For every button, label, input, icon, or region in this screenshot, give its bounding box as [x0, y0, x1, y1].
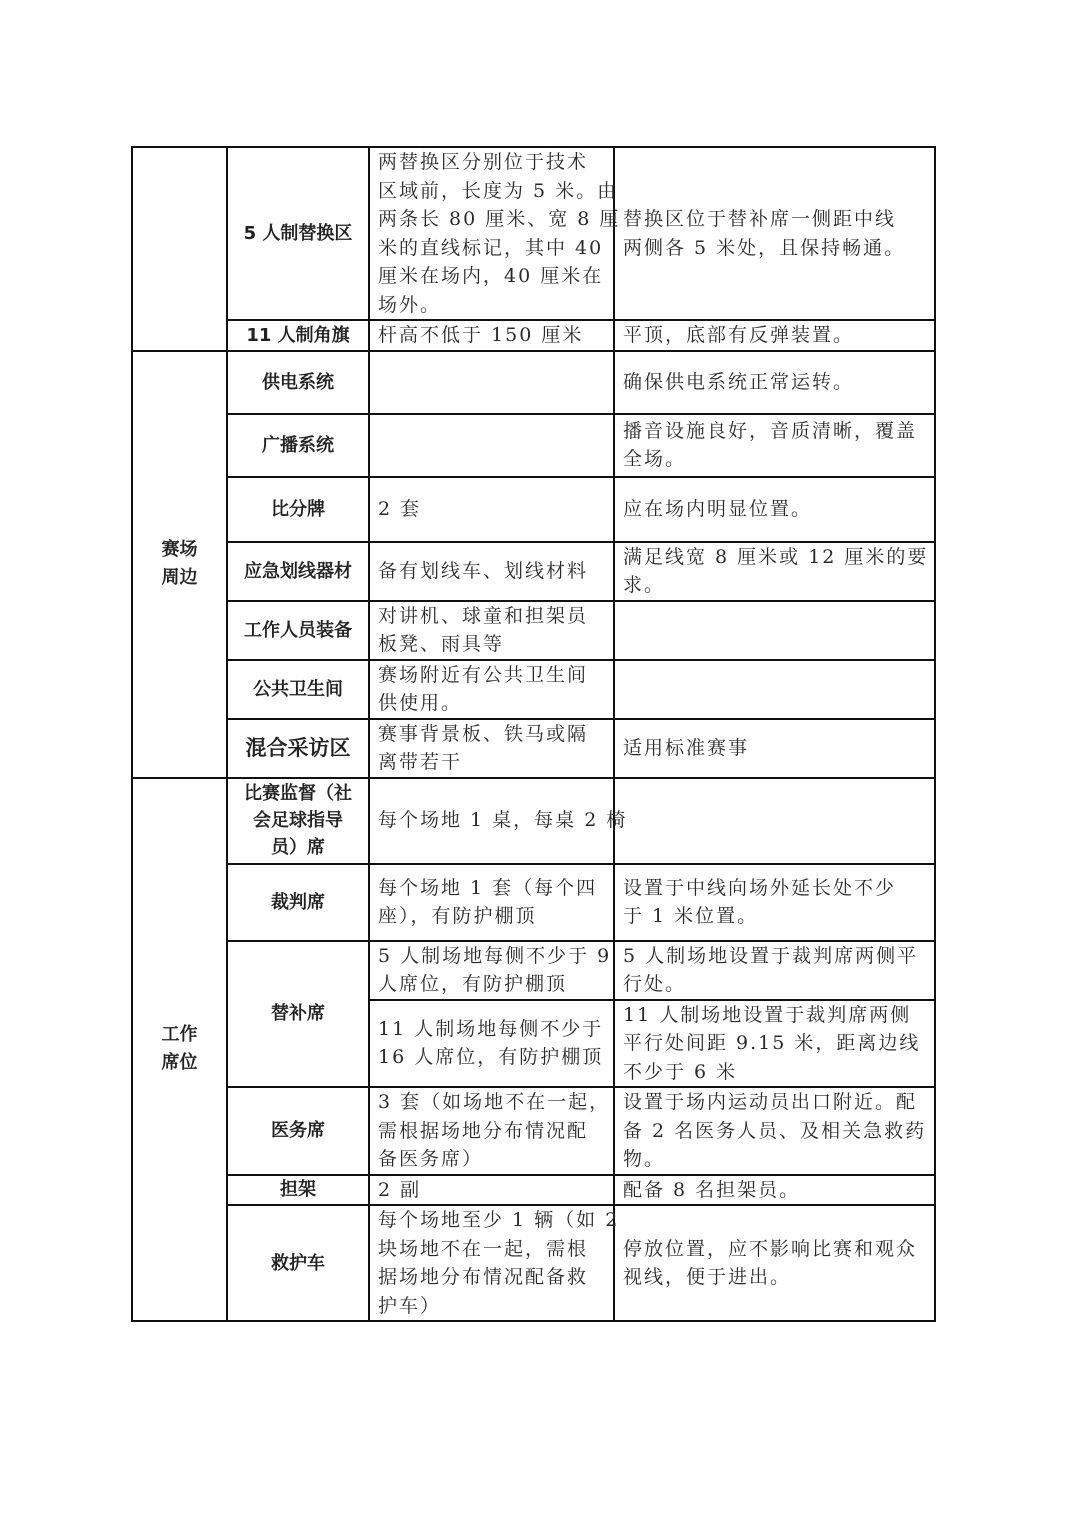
- text-line: 赛场附近有公共卫生间: [378, 663, 589, 686]
- text-line: 视线，便于进出。: [623, 1266, 792, 1288]
- item-label: 公共卫生间: [253, 678, 343, 700]
- item-label: 广播系统: [262, 434, 334, 456]
- table-row: [132, 1205, 935, 1321]
- text-line: 据场地分布情况配备救: [378, 1266, 589, 1288]
- requirement-cell: [369, 351, 614, 414]
- text-line: 离带若干: [378, 751, 463, 773]
- item-name-cell: [227, 414, 369, 477]
- text-line: 两条长 80 厘米、宽 8 厘: [378, 208, 621, 230]
- text-line: 停放位置，应不影响比赛和观众: [623, 1237, 918, 1260]
- text-line: 平行处间距 9.15 米，距离边线: [623, 1032, 921, 1054]
- text-line: 座），有防护棚顶: [378, 905, 537, 927]
- text-line: 满足线宽 8 厘米或 12 厘米的要: [623, 545, 929, 568]
- table-row: [132, 351, 935, 414]
- item-label: 替补席: [271, 1003, 325, 1025]
- text-line: 板凳、雨具等: [378, 633, 505, 655]
- table-row: [132, 414, 935, 477]
- item-name-cell: [227, 477, 369, 542]
- requirement-cell: [369, 719, 614, 778]
- item-name-cell: [227, 601, 369, 660]
- text-line: 5 人制场地设置于裁判席两侧平: [623, 944, 919, 967]
- item-name-cell: [227, 1205, 369, 1321]
- remark-cell: [614, 1087, 935, 1175]
- section-cell: [132, 351, 227, 778]
- table-row: [132, 542, 935, 601]
- text-line: 物。: [623, 1148, 666, 1170]
- requirement-cell: [369, 1087, 614, 1175]
- text-line: 厘米在场内，40 厘米在: [378, 265, 604, 287]
- item-label: 比分牌: [271, 498, 325, 520]
- section-cell: [132, 778, 227, 1322]
- item-label: 11 人制角旗: [246, 324, 350, 346]
- item-label: 医务席: [271, 1120, 325, 1142]
- text-line: 全场。: [623, 448, 687, 470]
- text-line: 应在场内明显位置。: [623, 497, 813, 520]
- text-line: 设置于场内运动员出口附近。配: [623, 1091, 918, 1113]
- text-line: 平顶，底部有反弹装置。: [623, 324, 855, 346]
- text-line: 每个场地 1 套（每个四: [378, 876, 598, 899]
- remark-cell: [614, 147, 935, 320]
- requirement-cell: [369, 660, 614, 719]
- table-row: [132, 1175, 935, 1206]
- requirement-cell: [369, 1000, 614, 1088]
- text-line: 备医务席）: [378, 1148, 484, 1170]
- item-name-cell: [227, 660, 369, 719]
- text-line: 不少于 6 米: [623, 1060, 738, 1083]
- text-line: 每个场地至少 1 辆（如 2: [378, 1209, 620, 1231]
- text-line: 11 人制场地设置于裁判席两侧: [623, 1003, 912, 1026]
- requirement-cell: [369, 414, 614, 477]
- text-line: 备有划线车、划线材料: [378, 559, 589, 582]
- item-name-cell: [227, 320, 369, 351]
- item-name-cell: [227, 941, 369, 1088]
- item-label: 救护车: [271, 1252, 325, 1274]
- remark-cell: [614, 320, 935, 351]
- remark-cell: [614, 1000, 935, 1088]
- remark-cell: [614, 351, 935, 414]
- item-label: 工作人员装备: [244, 619, 352, 641]
- remark-cell: [614, 477, 935, 542]
- text-line: 播音设施良好，音质清晰，覆盖: [623, 419, 918, 442]
- text-line: 每个场地 1 桌，每桌 2 椅: [378, 809, 628, 832]
- text-line: 米的直线标记，其中 40: [378, 236, 604, 259]
- remark-cell: [614, 1175, 935, 1206]
- item-name-cell: [227, 864, 369, 941]
- requirement-cell: [369, 1205, 620, 1321]
- text-line: 护车）: [378, 1294, 442, 1317]
- item-label: 5 人制替换区: [243, 223, 353, 244]
- table-row: [132, 719, 935, 778]
- text-line: 3 套（如场地不在一起，: [378, 1091, 611, 1113]
- remark-cell: [614, 660, 935, 719]
- text-line: 16 人席位，有防护棚顶: [378, 1046, 604, 1069]
- remark-cell: [614, 864, 935, 941]
- text-line: 供使用。: [378, 692, 463, 714]
- text-line: 2 副: [378, 1178, 422, 1201]
- item-name-cell: [227, 1087, 369, 1175]
- text-line: 两侧各 5 米处，且保持畅通。: [623, 236, 906, 259]
- item-name-cell: [227, 542, 369, 601]
- remark-cell: [614, 719, 935, 778]
- remark-cell: [614, 601, 935, 660]
- item-name-cell: [227, 778, 369, 864]
- table-row: [132, 477, 935, 542]
- remark-cell: [614, 778, 935, 864]
- requirement-cell: [369, 941, 614, 1000]
- item-name-cell: [227, 1175, 369, 1206]
- remark-cell: [614, 1205, 935, 1321]
- item-label: 混合采访区: [245, 735, 351, 760]
- requirement-cell: [369, 601, 614, 660]
- requirement-cell: [369, 320, 614, 351]
- requirement-cell: [369, 864, 614, 941]
- table-row: [132, 660, 935, 719]
- requirement-cell: [369, 147, 621, 320]
- text-line: 行处。: [623, 973, 687, 995]
- requirement-cell: [369, 477, 614, 542]
- text-line: 对讲机、球童和担架员: [378, 604, 589, 627]
- item-label: 比赛监督（社会足球指导员）席: [244, 783, 352, 858]
- item-name-cell: [227, 351, 369, 414]
- item-label: 应急划线器材: [244, 560, 352, 582]
- section-cell: [132, 147, 227, 351]
- text-line: 需根据场地分布情况配: [378, 1119, 589, 1142]
- text-line: 适用标准赛事: [623, 736, 750, 759]
- text-line: 设置于中线向场外延长处不少: [623, 876, 897, 899]
- section-label: 工作席位: [161, 1023, 198, 1074]
- text-line: 区域前，长度为 5 米。由: [378, 179, 619, 202]
- table-row: [132, 320, 935, 351]
- item-name-cell: [227, 147, 369, 320]
- requirements-table-page: [131, 146, 934, 1322]
- remark-cell: [614, 542, 935, 601]
- text-line: 块场地不在一起，需根: [378, 1237, 589, 1260]
- requirement-cell: [369, 542, 614, 601]
- text-line: 杆高不低于 150 厘米: [378, 324, 584, 346]
- remark-cell: [614, 414, 935, 477]
- text-line: 配备 8 名担架员。: [623, 1178, 801, 1201]
- text-line: 赛事背景板、铁马或隔: [378, 722, 589, 745]
- section-label: 赛场周边: [161, 538, 198, 588]
- item-label: 担架: [280, 1179, 316, 1201]
- text-line: 11 人制场地每侧不少于: [378, 1017, 604, 1040]
- text-line: 5 人制场地每侧不少于 9: [378, 944, 612, 967]
- text-line: 于 1 米位置。: [623, 905, 759, 927]
- table-row: [132, 147, 935, 320]
- remark-cell: [614, 941, 935, 1000]
- table-row: [132, 778, 935, 864]
- table-row: [132, 864, 935, 941]
- text-line: 求。: [623, 574, 666, 596]
- table-row: [132, 941, 935, 1000]
- text-line: 场外。: [378, 293, 442, 316]
- item-name-cell: [227, 719, 369, 778]
- table-row: [132, 601, 935, 660]
- text-line: 人席位，有防护棚顶: [378, 973, 568, 995]
- text-line: 两替换区分别位于技术: [378, 151, 589, 173]
- text-line: 备 2 名医务人员、及相关急救药: [623, 1119, 927, 1142]
- text-line: 2 套: [378, 497, 422, 520]
- table-row: [132, 1087, 935, 1175]
- requirement-cell: [369, 1175, 614, 1206]
- text-line: 替换区位于替补席一侧距中线: [623, 208, 897, 230]
- text-line: 确保供电系统正常运转。: [623, 370, 855, 393]
- venue-requirements-table: [131, 146, 936, 1322]
- item-label: 裁判席: [271, 891, 325, 913]
- item-label: 供电系统: [262, 371, 334, 393]
- requirement-cell: [369, 778, 628, 864]
